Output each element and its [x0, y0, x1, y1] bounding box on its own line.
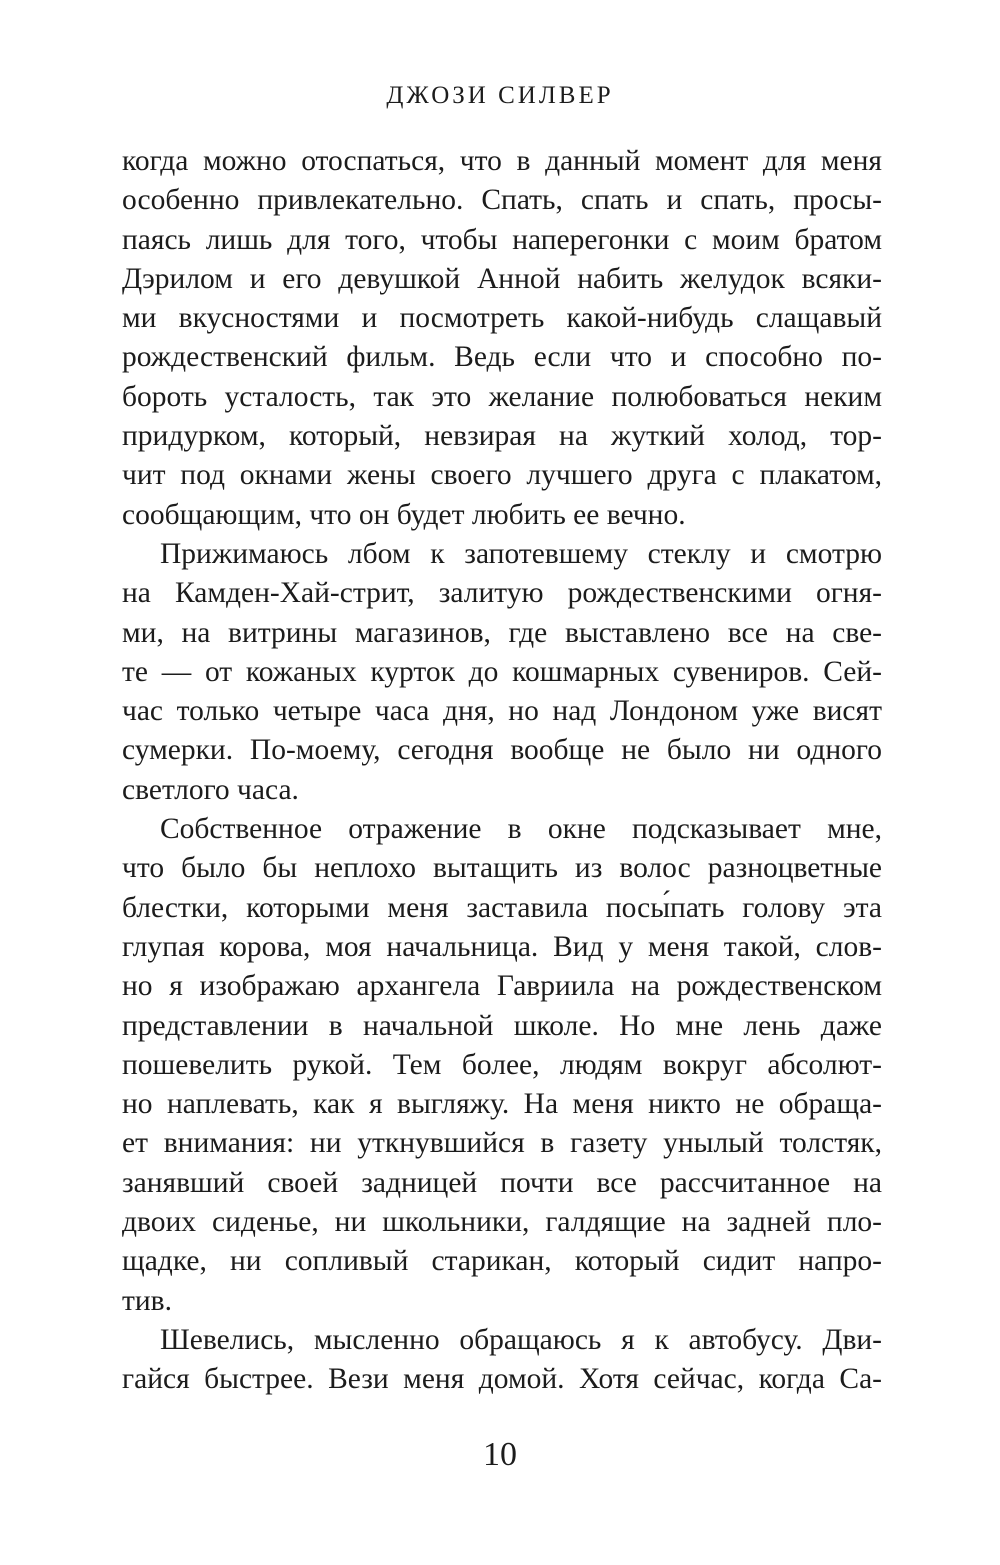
text-line: тив. [122, 1284, 172, 1317]
text-line: сумерки. По-моему, сегодня вообще не было ни одного [122, 734, 882, 767]
text-line: час только четыре часа дня, но над Лондоном уже висят [122, 695, 882, 728]
body-text [122, 142, 882, 1400]
text-line: что было бы неплохо вытащить из волос разноцветные [122, 852, 882, 885]
text-line: паясь лишь для того, чтобы наперегонки с моим братом [122, 223, 882, 256]
text-line: те — от кожаных курток до кошмарных сувениров. Сей- [122, 655, 882, 688]
text-line: Прижимаюсь лбом к запотевшему стеклу и смотрю [160, 537, 882, 570]
text-line: гайся быстрее. Вези меня домой. Хотя сейчас, когда Са- [122, 1363, 882, 1396]
text-line: Шевелись, мысленно обращаюсь я к автобусу. Дви- [160, 1323, 882, 1356]
text-line: сообщающим, что он будет любить ее вечно. [122, 498, 686, 531]
text-line: глупая корова, моя начальница. Вид у меня такой, слов- [122, 930, 882, 963]
text-line: придурком, который, невзирая на жуткий холод, тор- [122, 420, 882, 453]
text-line: на Камден-Хай-стрит, залитую рождественскими огня- [122, 577, 882, 610]
text-line: блестки, которыми меня заставила посы́пать голову эта [122, 891, 882, 924]
text-line: но я изображаю архангела Гавриила на рождественском [122, 970, 882, 1003]
running-header: ДЖОЗИ СИЛВЕР [386, 82, 614, 109]
text-line: чит под окнами жены своего лучшего друга с плакатом, [122, 459, 882, 492]
text-line: ми, на витрины магазинов, где выставлено все на све- [122, 616, 882, 649]
text-line: представлении в начальной школе. Но мне лень даже [122, 1009, 882, 1042]
text-line: щадке, ни сопливый старикан, который сидит напро- [122, 1245, 882, 1278]
text-line: бороть усталость, так это желание полюбоваться неким [122, 380, 882, 413]
text-line: когда можно отоспаться, что в данный момент для меня [122, 145, 882, 177]
text-line: рождественский фильм. Ведь если что и способно по- [122, 341, 882, 374]
page-number: 10 [483, 1436, 517, 1473]
text-line: ми вкусностями и посмотреть какой-нибудь слащавый [122, 302, 882, 335]
text-line: особенно привлекательно. Спать, спать и спать, просы- [122, 184, 882, 217]
text-line: занявший своей задницей почти все рассчитанное на [122, 1166, 882, 1199]
text-line: Дэрилом и его девушкой Анной набить желудок всяки- [122, 262, 882, 295]
text-line: светлого часа. [122, 773, 299, 806]
text-line: Собственное отражение в окне подсказывает мне, [160, 813, 882, 846]
text-line: но наплевать, как я выгляжу. На меня никто не обраща- [122, 1088, 882, 1121]
text-line: ет внимания: ни уткнувшийся в газету унылый толстяк, [122, 1127, 882, 1160]
text-line: пошевелить рукой. Тем более, людям вокруг абсолют- [122, 1048, 882, 1081]
text-line: двоих сиденье, ни школьники, галдящие на задней пло- [122, 1206, 882, 1239]
